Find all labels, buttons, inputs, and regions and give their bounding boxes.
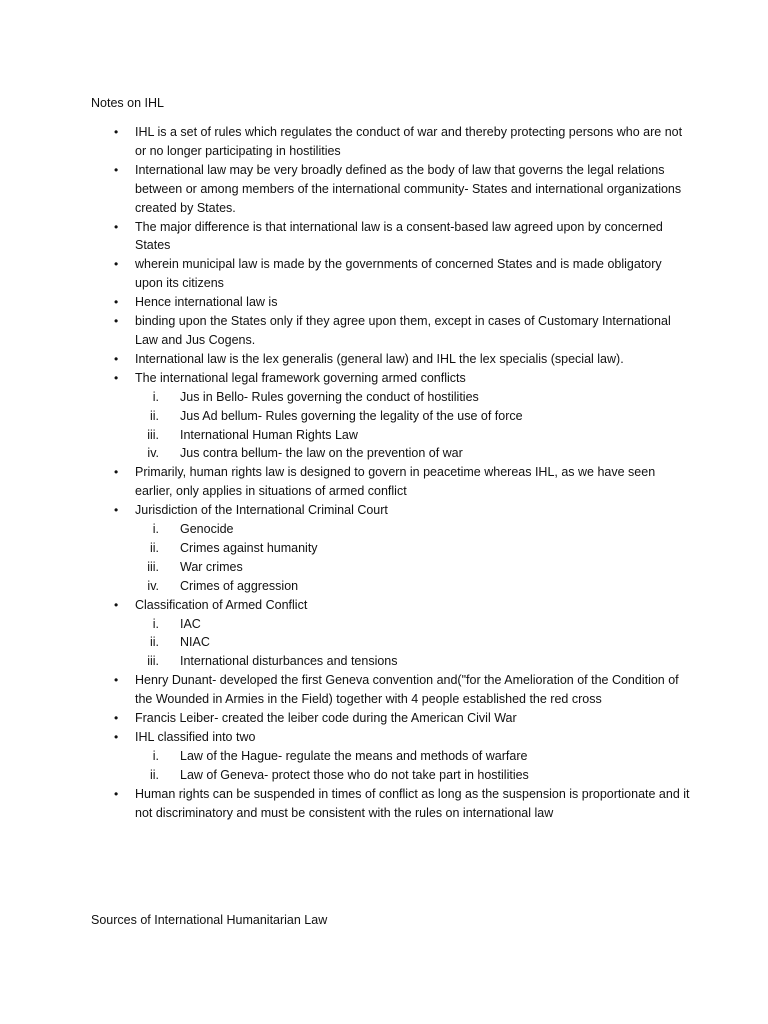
section-heading: Sources of International Humanitarian Law (91, 913, 328, 927)
list-item-text: The major difference is that international law is a consent-based law agreed upon by concerned States (135, 219, 663, 253)
sub-list-number: i. (152, 522, 159, 537)
list-item-text: International law is the lex generalis (general law) and IHL the lex specialis (special law). (135, 351, 624, 366)
list-item (90, 596, 690, 672)
sub-list-text: Genocide (180, 522, 234, 537)
list-item-text: Primarily, human rights law is designed to govern in peacetime whereas IHL, as we have seen earlier, only applies in situations of armed conflict (135, 465, 656, 499)
list-item (90, 785, 690, 823)
bullet-icon: • (114, 503, 119, 518)
sub-list-text: Crimes of aggression (180, 578, 299, 593)
bullet-icon: • (114, 711, 119, 726)
sub-list-item (135, 407, 690, 426)
bullet-icon: • (114, 295, 119, 310)
sub-list-text: International Human Rights Law (180, 427, 358, 442)
bullet-icon: • (114, 314, 119, 329)
sub-list-number: ii. (149, 540, 159, 555)
bullet-icon: • (114, 786, 119, 801)
sub-list-number: iii. (147, 654, 159, 669)
list-item-text: wherein municipal law is made by the governments of concerned States and is made obligatory upon its citizens (135, 257, 662, 291)
sub-list-number: iv. (147, 446, 159, 461)
sub-list-item (135, 747, 690, 766)
list-item (90, 255, 690, 293)
list-item (90, 161, 690, 218)
list-item-text: IHL classified into two (135, 730, 256, 744)
list-item (90, 728, 690, 785)
sub-list-text: NIAC (180, 635, 210, 650)
sub-list-number: i. (152, 389, 159, 404)
sub-list-item (135, 426, 690, 445)
sub-list-text: Law of Geneva- protect those who do not take part in hostilities (180, 767, 529, 782)
list-item (90, 463, 690, 501)
bullet-list (90, 123, 690, 823)
sub-list-item (135, 615, 690, 634)
list-item (90, 350, 690, 369)
sub-list-number: ii. (149, 408, 159, 423)
list-item (90, 312, 690, 350)
sub-list (135, 747, 690, 785)
sub-list-item (135, 558, 690, 577)
sub-list-item (135, 633, 690, 652)
sub-list-number: ii. (149, 767, 159, 782)
list-item (90, 709, 690, 728)
list-item-text: The international legal framework governing armed conflicts (135, 370, 466, 385)
list-item-text: Classification of Armed Conflict (135, 597, 308, 612)
sub-list-number: iii. (147, 559, 159, 574)
bullet-icon: • (114, 162, 119, 177)
list-item-text: Francis Leiber- created the leiber code during the American Civil War (135, 711, 517, 726)
sub-list-number: i. (152, 748, 159, 763)
list-item (90, 369, 690, 464)
sub-list (135, 388, 690, 464)
list-item (90, 671, 690, 709)
bullet-icon: • (114, 730, 119, 744)
sub-list-item (135, 766, 690, 785)
sub-list-text: Jus Ad bellum- Rules governing the legality of the use of force (180, 408, 523, 423)
bullet-icon: • (114, 465, 119, 480)
sub-list-text: IAC (180, 616, 201, 631)
list-item (90, 293, 690, 312)
sub-list-item (135, 652, 690, 671)
list-item-text: Henry Dunant- developed the first Geneva convention and("for the Amelioration of the Condition of the Wounded in Armies in the Field) together with 4 people established the red cross (135, 673, 679, 707)
sub-list (135, 615, 690, 672)
list-item (90, 218, 690, 256)
bullet-icon: • (114, 673, 119, 688)
list-item-text: International law may be very broadly defined as the body of law that governs the legal relations between or among members of the international community- States and international organizations created by States. (135, 162, 682, 215)
list-item (90, 123, 690, 161)
sub-list-item (135, 388, 690, 407)
sub-list-number: iii. (147, 427, 159, 442)
sub-list-text: Jus contra bellum- the law on the prevention of war (180, 446, 463, 461)
sub-list-number: iv. (147, 578, 159, 593)
sub-list-text: Law of the Hague- regulate the means and methods of warfare (180, 748, 528, 763)
sub-list-text: War crimes (180, 559, 243, 574)
sub-list-item (135, 520, 690, 539)
list-item-text: Human rights can be suspended in times of conflict as long as the suspension is proportionate and it not discriminatory and must be consistent with the rules on international law (135, 786, 690, 820)
bullet-icon: • (114, 219, 119, 234)
sub-list-number: ii. (149, 635, 159, 650)
list-item-text: IHL is a set of rules which regulates the conduct of war and thereby protecting persons who are not or no longer participating in hostilities (135, 125, 683, 158)
sub-list-text: International disturbances and tensions (180, 654, 398, 669)
sub-list-text: Crimes against humanity (180, 540, 318, 555)
list-item (90, 501, 690, 596)
bullet-icon: • (114, 125, 119, 139)
bullet-icon: • (114, 257, 119, 272)
bullet-icon: • (114, 351, 119, 366)
bullet-icon: • (114, 597, 119, 612)
list-item-text: Jurisdiction of the International Criminal Court (135, 503, 388, 518)
bullet-icon: • (114, 370, 119, 385)
list-item-text: binding upon the States only if they agree upon them, except in cases of Customary International Law and Jus Cogens. (135, 314, 671, 347)
sub-list-item (135, 444, 690, 463)
sub-list-text: Jus in Bello- Rules governing the conduct of hostilities (180, 389, 479, 404)
sub-list-item (135, 539, 690, 558)
list-item-text: Hence international law is (135, 295, 278, 310)
sub-list (135, 520, 690, 596)
page-title: Notes on IHL (91, 96, 164, 110)
sub-list-number: i. (152, 616, 159, 631)
sub-list-item (135, 577, 690, 596)
